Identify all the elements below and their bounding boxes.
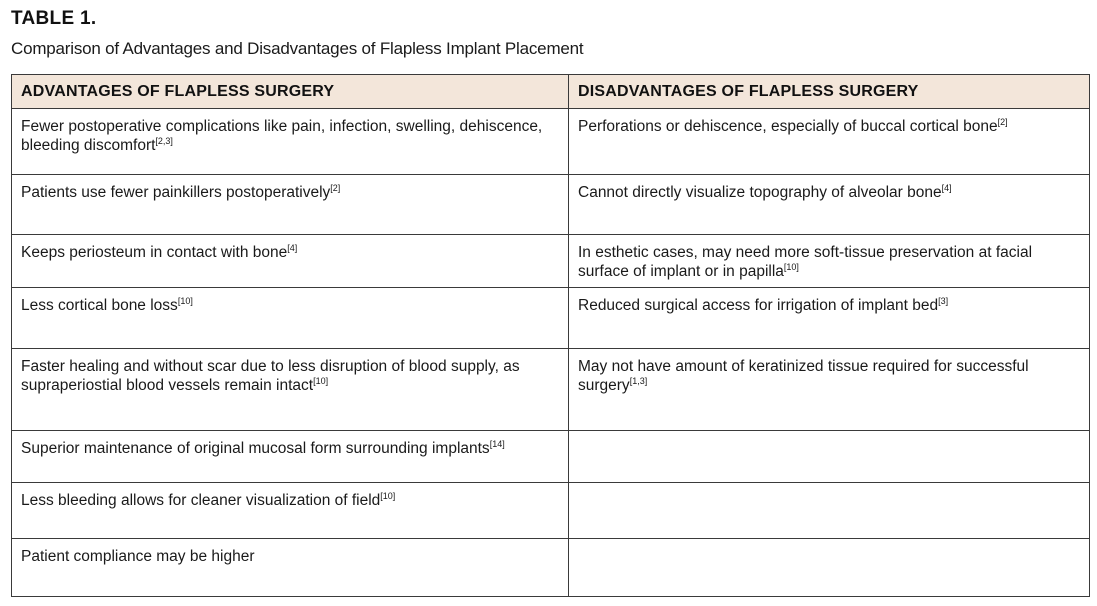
disadvantage-cell — [569, 431, 1090, 483]
table-label: TABLE 1. — [11, 8, 97, 29]
disadvantage-ref: [4] — [941, 182, 952, 193]
disadvantage-cell — [569, 349, 1090, 431]
advantage-ref: [2,3] — [155, 135, 173, 146]
table-row — [12, 349, 1090, 431]
advantage-ref: [10] — [380, 490, 396, 501]
header-row — [12, 75, 1090, 109]
advantage-text: Superior maintenance of original mucosal form surrounding implants — [21, 440, 490, 457]
advantage-text: Patient compliance may be higher — [21, 548, 255, 565]
advantage-text: Patients use fewer painkillers postoperatively — [21, 184, 331, 201]
advantage-cell — [12, 431, 569, 483]
table-row — [12, 235, 1090, 288]
advantage-cell — [12, 175, 569, 235]
disadvantage-text: Cannot directly visualize topography of alveolar bone — [578, 184, 942, 201]
advantages-header: ADVANTAGES OF FLAPLESS SURGERY — [12, 75, 569, 109]
table-row — [12, 483, 1090, 539]
disadvantage-text: In esthetic cases, may need more soft-tissue preservation at facial surface of implant or in papilla — [578, 244, 1033, 280]
advantage-text: Keeps periosteum in contact with bone — [21, 244, 288, 261]
disadvantage-cell — [569, 288, 1090, 349]
disadvantage-text: May not have amount of keratinized tissue required for successful surgery — [578, 358, 1029, 394]
advantage-ref: [10] — [177, 295, 193, 306]
table-caption: Comparison of Advantages and Disadvantages of Flapless Implant Placement — [11, 39, 584, 58]
advantage-ref: [10] — [313, 375, 329, 386]
disadvantage-text: Perforations or dehiscence, especially of buccal cortical bone — [578, 118, 998, 135]
advantage-ref: [14] — [489, 438, 505, 449]
disadvantage-cell — [569, 109, 1090, 175]
disadvantage-ref: [1,3] — [629, 375, 648, 386]
disadvantages-header: DISADVANTAGES OF FLAPLESS SURGERY — [569, 75, 1090, 109]
comparison-table — [11, 74, 1090, 597]
disadvantage-ref: [10] — [783, 261, 799, 272]
advantage-cell — [12, 109, 569, 175]
table-row — [12, 431, 1090, 483]
disadvantage-ref: [3] — [938, 295, 949, 306]
disadvantage-cell — [569, 175, 1090, 235]
table-row — [12, 288, 1090, 349]
advantage-cell — [12, 539, 569, 597]
advantage-text: Fewer postoperative complications like pain, infection, swelling, dehiscence, bleeding discomfort — [21, 118, 543, 154]
advantage-cell — [12, 288, 569, 349]
disadvantage-cell — [569, 483, 1090, 539]
disadvantage-ref: [2] — [997, 116, 1008, 127]
advantage-text: Less bleeding allows for cleaner visualization of field — [21, 492, 381, 509]
table-row — [12, 109, 1090, 175]
disadvantage-text: Reduced surgical access for irrigation of implant bed — [578, 297, 939, 314]
advantage-text: Faster healing and without scar due to less disruption of blood supply, as supraperiostial blood vessels remain intact — [21, 358, 520, 394]
advantage-cell — [12, 349, 569, 431]
advantage-ref: [2] — [330, 182, 341, 193]
advantage-ref: [4] — [287, 242, 298, 253]
table-row — [12, 539, 1090, 597]
table-row — [12, 175, 1090, 235]
disadvantage-cell — [569, 235, 1090, 288]
advantage-text: Less cortical bone loss — [21, 297, 178, 314]
advantage-cell — [12, 483, 569, 539]
disadvantage-cell — [569, 539, 1090, 597]
advantage-cell — [12, 235, 569, 288]
